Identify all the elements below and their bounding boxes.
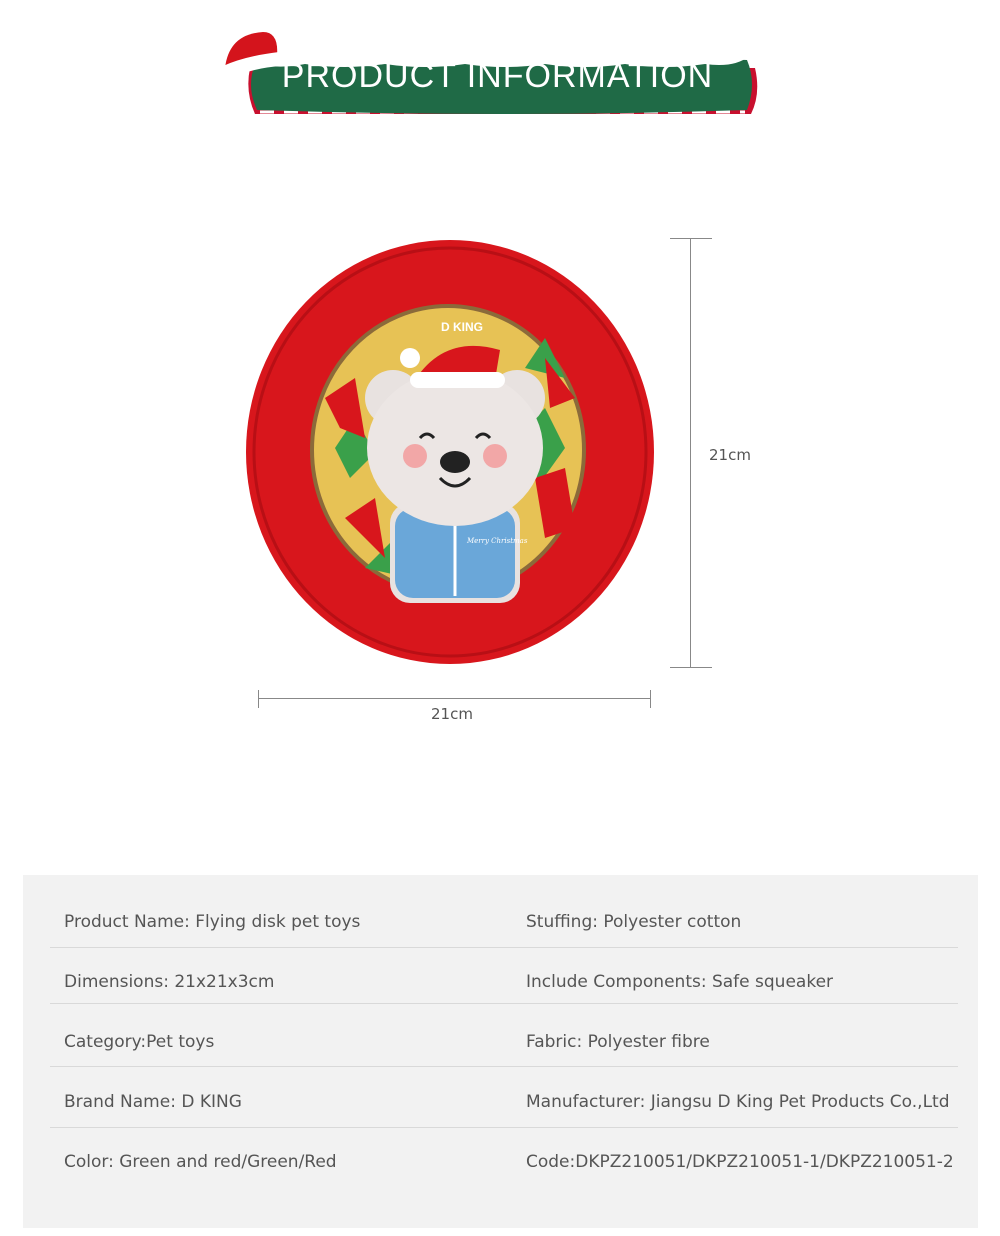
product-info-table — [23, 875, 978, 1228]
info-stuffing: Stuffing: Polyester cotton — [526, 912, 742, 932]
product-badge-text: Merry Christmas — [467, 537, 528, 545]
height-dimension-line — [670, 238, 714, 668]
width-dimension-label: 21cm — [431, 705, 473, 723]
height-dimension-label: 21cm — [709, 446, 751, 464]
info-include-components: Include Components: Safe squeaker — [526, 972, 834, 992]
table-divider — [50, 1003, 958, 1004]
bear-illustration — [365, 346, 545, 603]
table-divider — [50, 1127, 958, 1128]
table-divider — [50, 1066, 958, 1067]
info-dimensions: Dimensions: 21x21x3cm — [64, 972, 275, 992]
product-logo-text: D KING — [441, 320, 483, 334]
info-brand-name: Brand Name: D KING — [64, 1092, 242, 1112]
table-divider — [50, 947, 958, 948]
info-color: Color: Green and red/Green/Red — [64, 1152, 337, 1172]
info-fabric: Fabric: Polyester fibre — [526, 1032, 710, 1052]
banner-title: PRODUCT INFORMATION — [281, 57, 714, 95]
info-manufacturer: Manufacturer: Jiangsu D King Pet Products Co.,Ltd — [526, 1092, 950, 1112]
info-category: Category:Pet toys — [64, 1032, 215, 1052]
product-information-banner — [215, 26, 760, 121]
flying-disk-product-image — [245, 238, 665, 668]
info-code: Code:DKPZ210051/DKPZ210051-1/DKPZ210051-2 — [526, 1152, 954, 1172]
info-product-name: Product Name: Flying disk pet toys — [64, 912, 361, 932]
